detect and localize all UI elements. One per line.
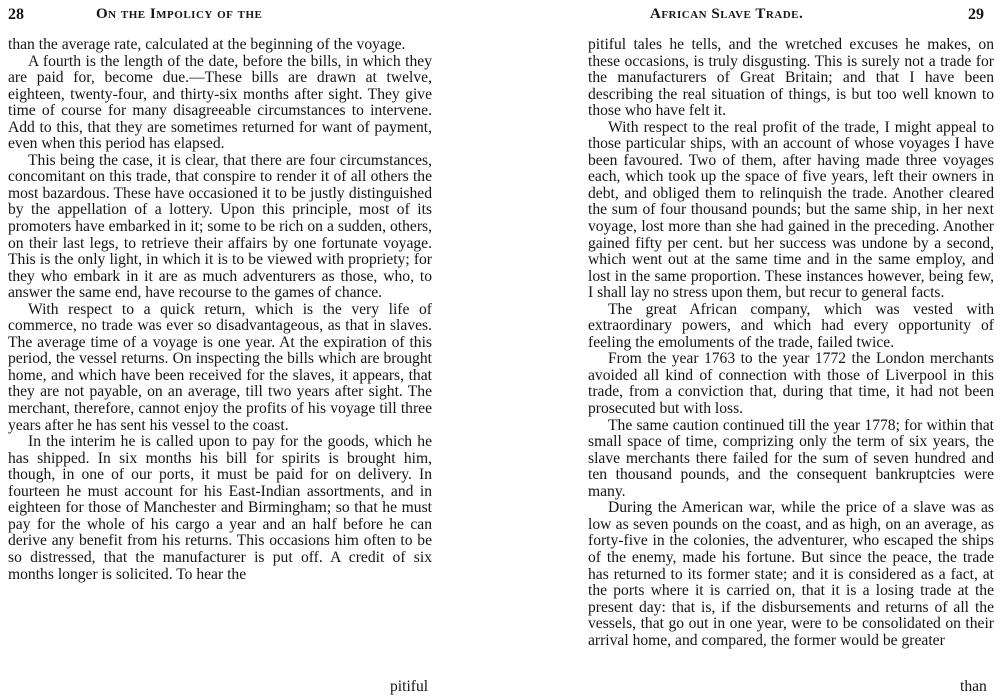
catchword: pitiful — [390, 678, 429, 695]
page-body — [588, 37, 994, 649]
page-body — [8, 37, 432, 583]
running-head: African Slave Trade. — [650, 6, 804, 22]
paragraph: than the average rate, calculated at the beginning of the voyage. — [8, 36, 406, 53]
catchword: than — [960, 678, 987, 695]
page-number: 28 — [8, 6, 24, 23]
right-page — [500, 0, 1000, 698]
paragraph: With respect to a quick return, which is the very life of commerce, no trade was ever so disadvantageous, as that in slaves. The average time of a voyage is one year. At the expiration of this period, the vessel returns. On inspecting the bills which are brought home, and which have been received for the slaves, it appears, that they are not payable, on an average, till two years after sight. The merchant, therefore, cannot enjoy the profits of his voyage till three years after he has sent his vessel to the coast. — [8, 300, 432, 434]
paragraph: From the year 1763 to the year 1772 the London merchants avoided all kind of connection with those of Liverpool in this trade, from a conviction that, during that time, it had not been prosecuted but with loss. — [588, 350, 994, 418]
paragraph: A fourth is the length of the date, before the bills, in which they are paid for, become due.—These bills are drawn at twelve, eighteen, twenty-four, and thirty-six months after sight. They give time of course for many disagreeable circumstances to intervene. Add to this, that they are sometimes returned for want of payment, even when this period has elapsed. — [8, 52, 432, 153]
running-head: On the Impolicy of the — [96, 6, 263, 22]
paragraph: The same caution continued till the year 1778; for within that small space of time, comprizing only the term of six years, the slave merchants there failed for the sum of seven hundred and ten thousand pounds, and the consequent bankruptcies were many. — [588, 416, 994, 500]
paragraph: With respect to the real profit of the trade, I might appeal to those particular ships, with an account of whose voyages I have been favoured. Two of them, after having made three voyages each, which took up the space of five years, left their owners in debt, and obliged them to relinquish the trade. Another cleared the sum of four thousand pounds; but the same ship, in her next voyage, lost more than she had gained in the preceding. Another gained fifty per cent. but her success was undone by a second, which went out at the same time and in the same employ, and lost in the same proportion. These instances however, being few, I shall lay no stress upon them, but recur to general facts. — [588, 118, 994, 302]
paragraph: pitiful tales he tells, and the wretched excuses he makes, on these occasions, is truly disgusting. This is surely not a trade for the manufacturers of Great Britain; and that I have been describing the real situation of things, is but too well known to those who have felt it. — [588, 36, 994, 120]
paragraph: The great African company, which was vested with extraordinary powers, and which had every opportunity of feeling the emoluments of the trade, failed twice. — [588, 300, 994, 351]
paragraph: In the interim he is called upon to pay for the goods, which he has shipped. In six months his bill for spirits is brought him, though, in one of our ports, it must be paid for on delivery. In fourteen he must account for his East-Indian assortments, and in eighteen for those of Manchester and Birmingham; so that he must pay for the whole of his cargo a year and an half before he can derive any benefit from his returns. This occasions him often to be so distressed, that the manufacturer is put off. A credit of six months longer is solicited. To hear the — [8, 433, 432, 583]
paragraph: This being the case, it is clear, that there are four circumstances, concomitant on this trade, that conspire to render it of all others the most bazardous. These have occasioned it to be justly distinguished by the appellation of a lottery. Upon this principle, most of its promoters have embarked in it; some to be rich on a sudden, others, on their last legs, to retrieve their affairs by one fortunate voyage. This is the only light, in which it is to be viewed with propriety; for they who embark in it are as much adventurers as those, who, to answer the same end, have recourse to the games of chance. — [8, 151, 432, 302]
page-number: 29 — [968, 6, 984, 23]
paragraph: During the American war, while the price of a slave was as low as seven pounds on the coast, and as high, on an average, as forty-five in the colonies, the adventurer, who escaped the ships of the enemy, made his fortune. But since the peace, the trade has returned to its former state; and it is considered as a fact, at the ports where it is carried on, that it is a losing trade at the present day: that is, if the disbursements and returns of all the vessels, that go out in one year, were to be consolidated on their arrival home, and compared, the former would be greater — [588, 499, 994, 649]
